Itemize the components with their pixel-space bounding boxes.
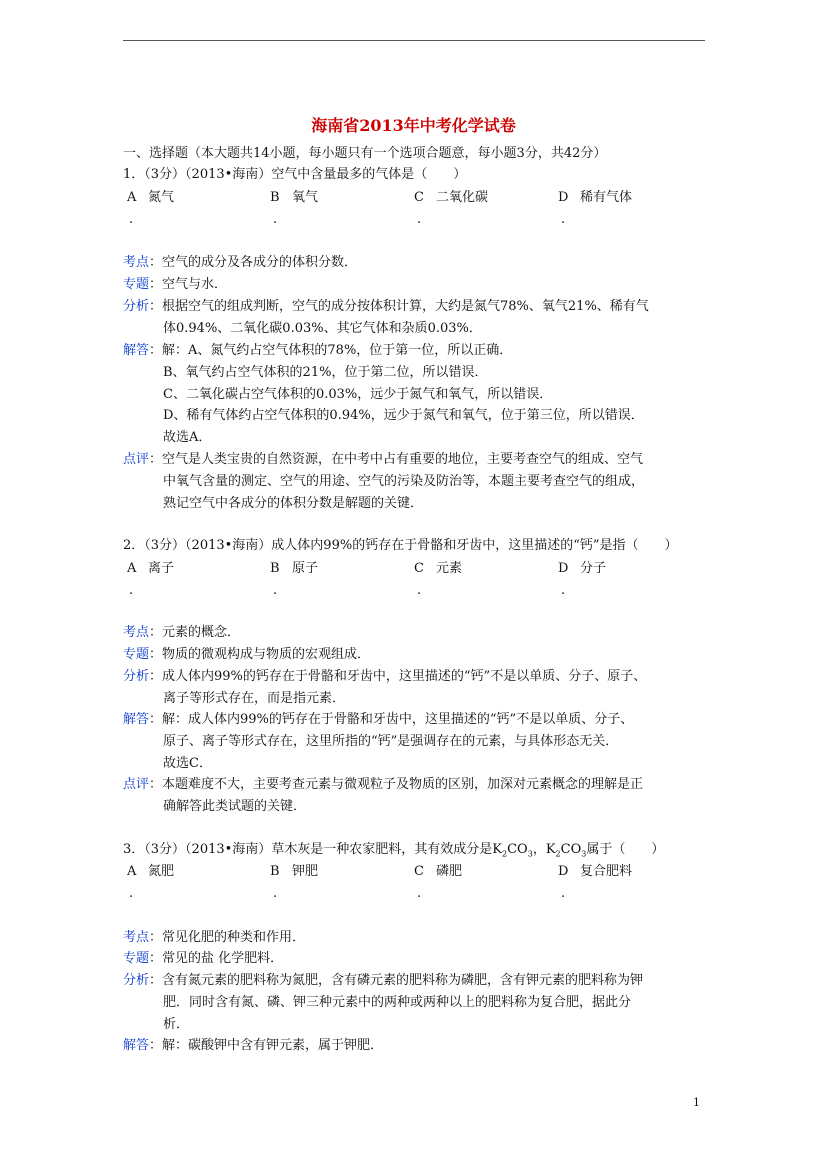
q3-dot-b: .: [273, 886, 278, 901]
header-rule: [123, 40, 705, 41]
q2-dot-d: .: [561, 583, 566, 598]
q3-opt-b-letter: B: [270, 864, 280, 879]
q2-opt-d-text: 分子: [580, 561, 607, 576]
q3-opt-c-text: 磷肥: [436, 864, 463, 879]
q2-opt-a-text: 离子: [148, 561, 175, 576]
q2-opt-c-text: 元素: [436, 561, 463, 576]
q3-opt-a-text: 氮肥: [148, 864, 175, 879]
q3-opt-a-letter: A: [127, 864, 137, 879]
q1-dot-a: .: [129, 212, 134, 227]
q1-dot-b: .: [273, 212, 278, 227]
q2-dot-c: .: [417, 583, 422, 598]
q1-jieda-d: D、稀有气体约占空气体积的0.94%，远少于氮气和氧气，位于第三位，所以错误．: [163, 408, 644, 423]
q1-zhuanti: 专题：空气与水．: [123, 277, 228, 292]
q3-dot-d: .: [561, 886, 566, 901]
q2-dot-b: .: [273, 583, 278, 598]
q1-fenxi: 分析：根据空气的组成判断，空气的成分按体积计算，大约是氮气78%、氧气21%、稀有气: [123, 299, 649, 314]
q1-answer: 故选A．: [163, 430, 212, 445]
kaodian-label: 考点: [123, 255, 150, 270]
q3-fenxi-cont2: 析．: [163, 1017, 190, 1032]
q2-zhuanti: 专题：物质的微观构成与物质的宏观组成．: [123, 647, 371, 662]
q3-opt-c-letter: C: [414, 864, 424, 879]
page-number: 1: [693, 1096, 700, 1109]
q2-dianping: 点评：本题难度不大，主要考查元素与微观粒子及物质的区别，加深对元素概念的理解是正: [123, 777, 644, 792]
q1-dot-d: .: [561, 212, 566, 227]
q1-jieda: 解答：解：A、氮气约占空气体积的78%，位于第一位，所以正确．: [123, 343, 513, 358]
q1-opt-b-text: 氧气: [292, 190, 319, 205]
q3-opt-d-letter: D: [558, 864, 569, 879]
q2-jieda-cont: 原子、离子等形式存在，这里所指的“钙”是强调存在的元素，与具体形态无关．: [163, 734, 619, 749]
q1-kaodian: 考点：空气的成分及各成分的体积分数．: [123, 255, 358, 270]
q3-kaodian: 考点：常见化肥的种类和作用．: [123, 930, 306, 945]
q1-fenxi-cont: 体0.94%、二氧化碳0.03%、其它气体和杂质0.03%．: [163, 321, 482, 336]
q3-zhuanti: 专题：常见的盐 化学肥料．: [123, 951, 284, 966]
q3-stem: 3．（3分）（2013•海南）草木灰是一种农家肥料，其有效成分是$K_2CO_3$，$K_2CO_3$属于（ ）: [123, 842, 665, 859]
q3-fenxi: 分析：含有氮元素的肥料称为氮肥，含有磷元素的肥料称为磷肥，含有钾元素的肥料称为钾: [123, 973, 644, 988]
fenxi-label: 分析: [123, 299, 150, 314]
q2-answer: 故选C．: [163, 756, 212, 771]
q3-dot-a: .: [129, 886, 134, 901]
q1-dot-c: .: [417, 212, 422, 227]
q1-opt-c-letter: C: [414, 190, 424, 205]
q2-kaodian: 考点：元素的概念．: [123, 625, 241, 640]
q2-fenxi: 分析：成人体内99%的钙存在于骨骼和牙齿中，这里描述的“钙”不是以单质、分子、原子、: [123, 669, 647, 684]
q2-fenxi-cont: 离子等形式存在，而是指元素．: [163, 691, 346, 706]
q1-dianping-cont: 中氧气含量的测定、空气的用途、空气的污染及防治等，本题主要考查空气的组成，: [163, 474, 645, 489]
q1-opt-d-letter: D: [558, 190, 569, 205]
page-title: 海南省2013年中考化学试卷: [311, 116, 516, 135]
q1-opt-b-letter: B: [270, 190, 280, 205]
dianping-label: 点评: [123, 452, 150, 467]
jieda-label: 解答: [123, 343, 150, 358]
q2-opt-b-text: 原子: [292, 561, 319, 576]
q1-opt-a-letter: A: [127, 190, 137, 205]
q1-opt-d-text: 稀有气体: [580, 190, 633, 205]
q1-jieda-c: C、二氧化碳占空气体积的0.03%，远少于氮气和氧气，所以错误．: [163, 387, 553, 402]
q3-dot-c: .: [417, 886, 422, 901]
q2-dianping-cont: 确解答此类试题的关键．: [163, 799, 307, 814]
q2-opt-d-letter: D: [558, 561, 569, 576]
q3-jieda: 解答：解：碳酸钾中含有钾元素，属于钾肥．: [123, 1038, 384, 1053]
section-heading: 一、选择题（本大题共14小题，每小题只有一个选项合题意，每小题3分，共42分）: [123, 146, 607, 161]
q2-dot-a: .: [129, 583, 134, 598]
q3-fenxi-cont: 肥．同时含有氮、磷、钾三种元素中的两种或两种以上的肥料称为复合肥，据此分: [163, 995, 632, 1010]
q2-opt-c-letter: C: [414, 561, 424, 576]
q2-stem: 2．（3分）（2013•海南）成人体内99%的钙存在于骨骼和牙齿中，这里描述的“钙”是指（ ）: [123, 538, 678, 553]
q3-opt-d-text: 复合肥料: [580, 864, 633, 879]
q1-dianping: 点评：空气是人类宝贵的自然资源，在中考中占有重要的地位，主要考查空气的组成、空气: [123, 452, 644, 467]
q1-jieda-b: B、氧气约占空气体积的21%，位于第二位，所以错误．: [163, 365, 488, 380]
q1-stem: 1．（3分）（2013•海南）空气中含量最多的气体是（ ）: [123, 167, 467, 182]
q1-opt-a-text: 氮气: [148, 190, 175, 205]
q2-opt-b-letter: B: [270, 561, 280, 576]
zhuanti-label: 专题: [123, 277, 150, 292]
q2-jieda: 解答：解：成人体内99%的钙存在于骨骼和牙齿中，这里描述的“钙”不是以单质、分子、: [123, 712, 634, 727]
q3-opt-b-text: 钾肥: [292, 864, 319, 879]
q1-opt-c-text: 二氧化碳: [436, 190, 489, 205]
q2-opt-a-letter: A: [127, 561, 137, 576]
q1-dianping-cont2: 熟记空气中各成分的体积分数是解题的关键．: [163, 496, 424, 511]
